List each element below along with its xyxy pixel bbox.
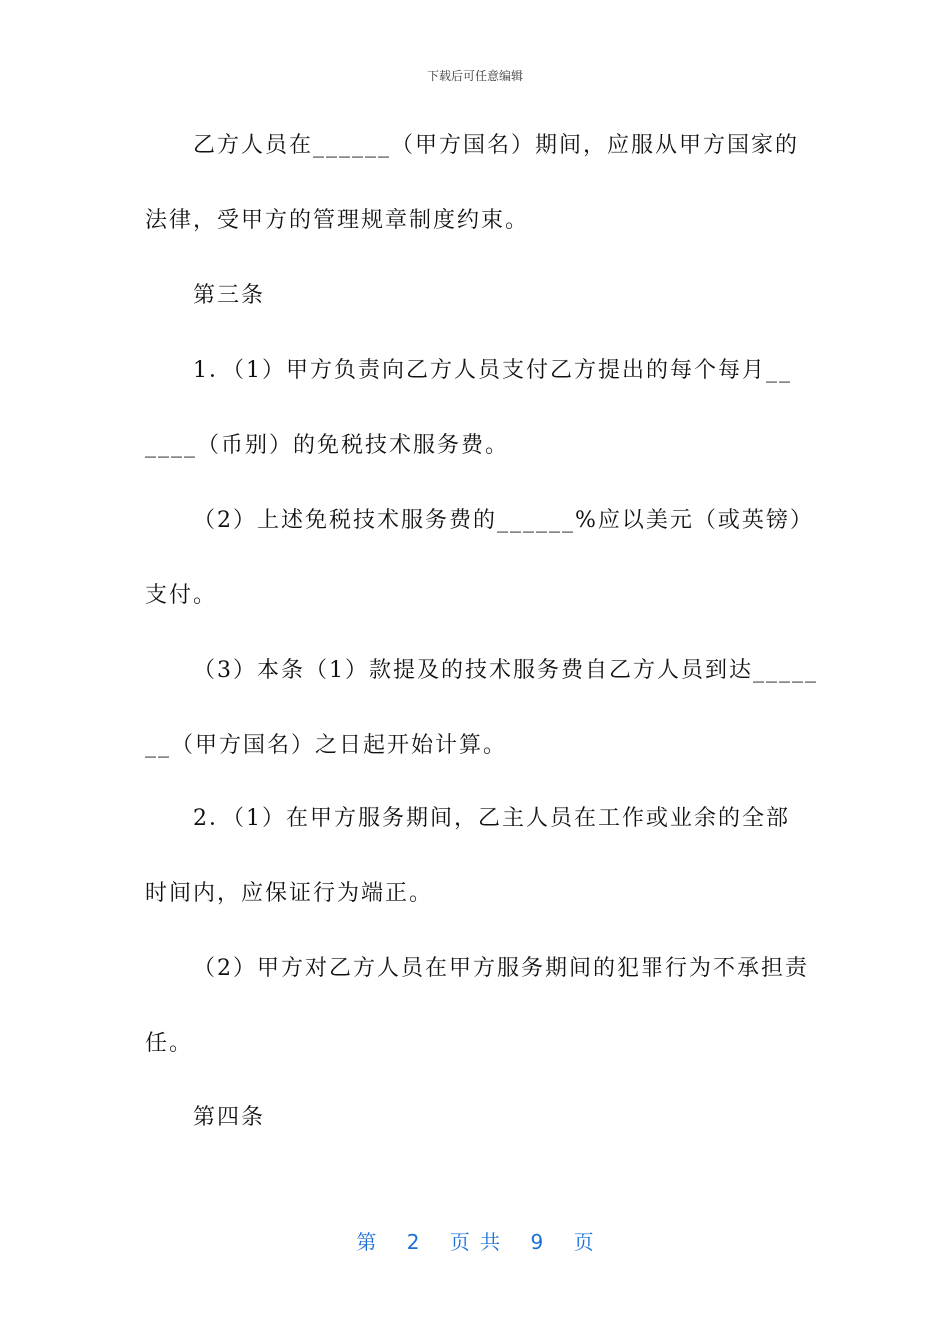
- paragraph-line: 时间内，应保证行为端正。: [145, 881, 434, 906]
- paragraph-line: 任。: [145, 1031, 194, 1056]
- footer-suffix: 页: [573, 1230, 594, 1254]
- footer-prefix: 第: [356, 1230, 377, 1254]
- page-header: 下载后可任意编辑: [426, 69, 523, 83]
- paragraph-line: 乙方人员在______（甲方国名）期间，应服从甲方国家的: [193, 133, 800, 158]
- paragraph-line: （2）甲方对乙方人员在甲方服务期间的犯罪行为不承担责: [193, 956, 809, 981]
- footer-total-pages: 9: [530, 1230, 544, 1254]
- footer-middle: 页 共: [449, 1230, 501, 1254]
- paragraph-line: 法律，受甲方的管理规章制度约束。: [145, 208, 530, 233]
- article-heading: 第三条: [193, 283, 266, 308]
- paragraph-line: （3）本条（1）款提及的技术服务费自乙方人员到达_____: [193, 658, 818, 683]
- paragraph-line: 2．（1）在甲方服务期间，乙主人员在工作或业余的全部: [193, 806, 790, 831]
- page-footer: [0, 1226, 950, 1255]
- paragraph-line: 1．（1）甲方负责向乙方人员支付乙方提出的每个每月__: [193, 358, 792, 383]
- paragraph-line: 支付。: [145, 583, 218, 608]
- paragraph-line: ____（币别）的免税技术服务费。: [145, 433, 510, 458]
- paragraph-line: （2）上述免税技术服务费的______%应以美元（或英镑）: [193, 508, 814, 533]
- article-heading: 第四条: [193, 1105, 266, 1130]
- paragraph-line: __（甲方国名）之日起开始计算。: [145, 733, 508, 758]
- footer-page-number: 2: [406, 1230, 420, 1254]
